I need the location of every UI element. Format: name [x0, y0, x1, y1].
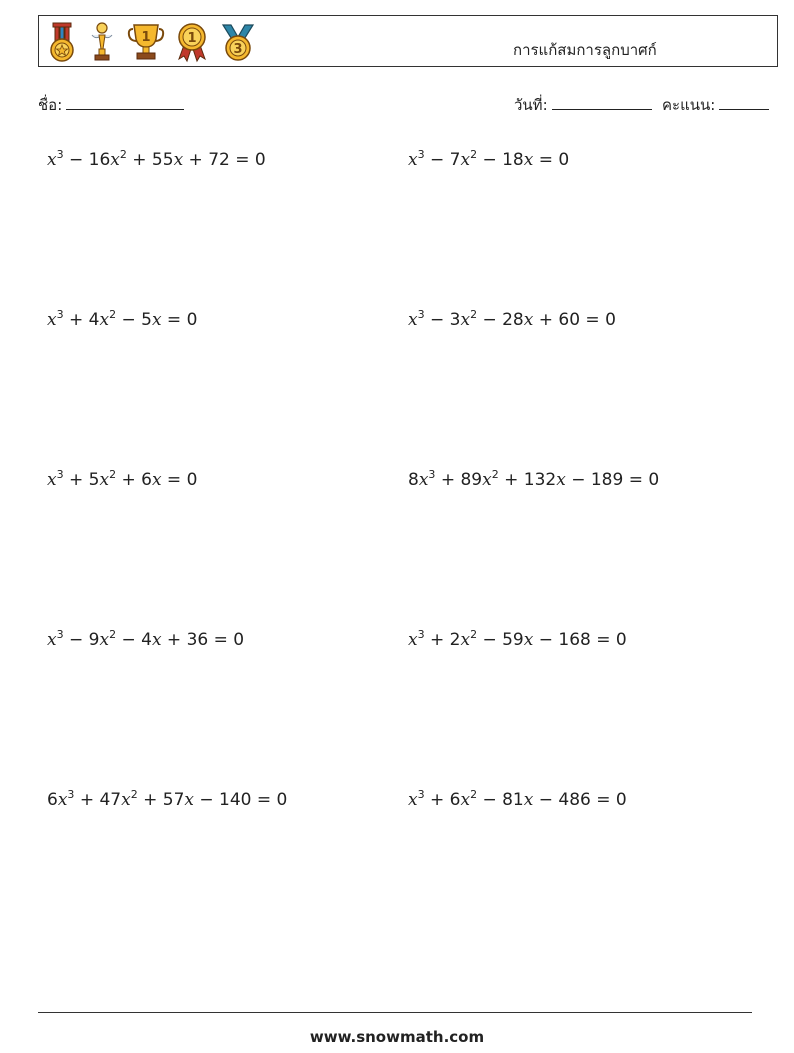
trophy-figure-icon: [87, 21, 117, 63]
equation-3: $x^3 + 4x^2 - 5x = 0$: [47, 308, 198, 330]
medal-number-three-icon: [219, 21, 257, 63]
equation-2: $x^3 - 7x^2 - 18x = 0$: [408, 148, 570, 170]
footer-url: www.snowmath.com: [309, 1028, 485, 1046]
equation-1: $x^3 - 16x^2 + 55x + 72 = 0$: [47, 148, 266, 170]
equation-4: $x^3 - 3x^2 - 28x + 60 = 0$: [408, 308, 616, 330]
medal-three-digit: 3: [233, 42, 243, 57]
name-blank[interactable]: [66, 95, 184, 110]
trophy-cup-icon: [127, 21, 165, 63]
equation-8: $x^3 + 2x^2 - 59x - 168 = 0$: [408, 628, 627, 650]
date-field: [514, 93, 652, 117]
award-ribbon-icon: [175, 21, 209, 63]
name-label: ชื่อ:: [38, 96, 63, 114]
date-blank[interactable]: [552, 95, 652, 110]
worksheet-title: การแก้สมการลูกบาศก์: [513, 41, 657, 59]
trophy-cup-digit: 1: [141, 30, 151, 45]
score-label: คะแนน:: [662, 96, 716, 114]
equation-9: $6x^3 + 47x^2 + 57x - 140 = 0$: [47, 788, 288, 810]
score-blank[interactable]: [719, 95, 769, 110]
equation-5: $x^3 + 5x^2 + 6x = 0$: [47, 468, 198, 490]
icon-strip: [47, 20, 257, 64]
equation-10: $x^3 + 6x^2 - 81x - 486 = 0$: [408, 788, 627, 810]
award-ribbon-digit: 1: [187, 31, 197, 46]
score-field: [662, 93, 769, 117]
equation-6: $8x^3 + 89x^2 + 132x - 189 = 0$: [408, 468, 660, 490]
name-field: [38, 93, 184, 117]
footer-divider: [38, 1012, 752, 1013]
medal-star-icon: [47, 21, 77, 63]
equation-7: $x^3 - 9x^2 - 4x + 36 = 0$: [47, 628, 245, 650]
date-label: วันที่:: [514, 96, 548, 114]
worksheet-header: [38, 15, 778, 67]
